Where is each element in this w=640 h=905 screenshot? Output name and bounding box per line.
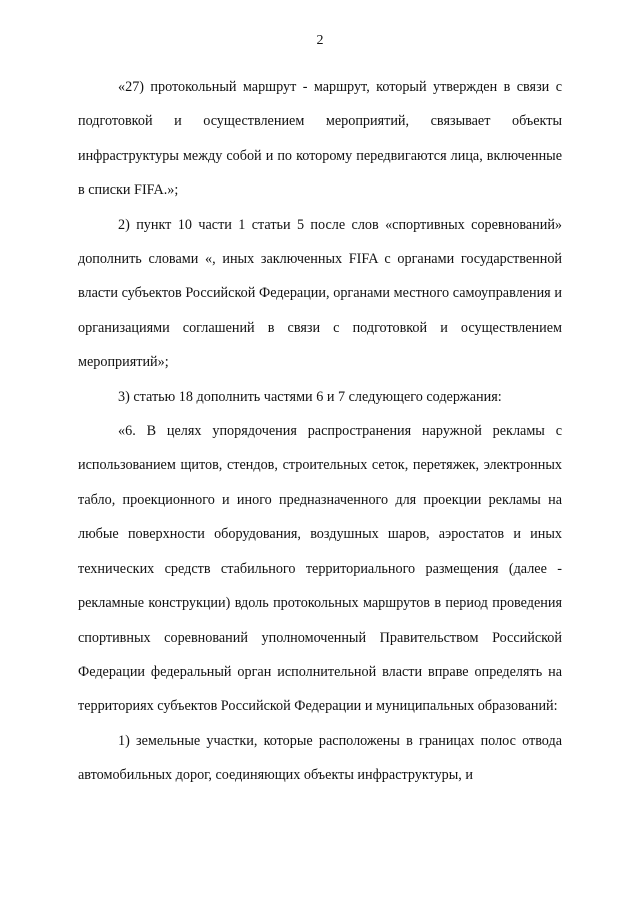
paragraph-subitem-1: 1) земельные участки, которые расположены в границах полос отвода автомобильных дорог, соединяющих объекты инфраструктуры, и [78,732,562,784]
document-body [78,70,562,793]
page-number: 2 [316,33,324,48]
paragraph-protocol-route: «27) протокольный маршрут - маршрут, который утвержден в связи с подготовкой и осуществлением мероприятий, связывает объекты инфраструктуры между собой и по которому передвигаются лица, включенные в списки FIFA.»; [78,79,562,199]
paragraph-item-2: 2) пункт 10 части 1 статьи 5 после слов «спортивных соревнований» дополнить словами «, иных заключенных FIFA с органами государственной власти субъектов Российской Федерации, органами местного самоуправления и организациями соглашений в связи с подготовкой и осуществлением мероприятий»; [78,216,562,371]
paragraph-part-6: «6. В целях упорядочения распространения наружной рекламы с использованием щитов, стендов, строительных сеток, перетяжек, электронных табло, проекционного и иного предназначенного для проекции рекламы на любые поверхности оборудования, воздушных шаров, аэростатов и иных технических средств стабильного территориального размещения (далее - рекламные конструкции) вдоль протокольных маршрутов в период проведения спортивных соревнований уполномоченный Правительством Российской Федерации федеральный орган исполнительной власти вправе определять на территориях субъектов Российской Федерации и муниципальных образований: [78,423,562,715]
paragraph-item-3: 3) статью 18 дополнить частями 6 и 7 следующего содержания: [118,388,502,405]
